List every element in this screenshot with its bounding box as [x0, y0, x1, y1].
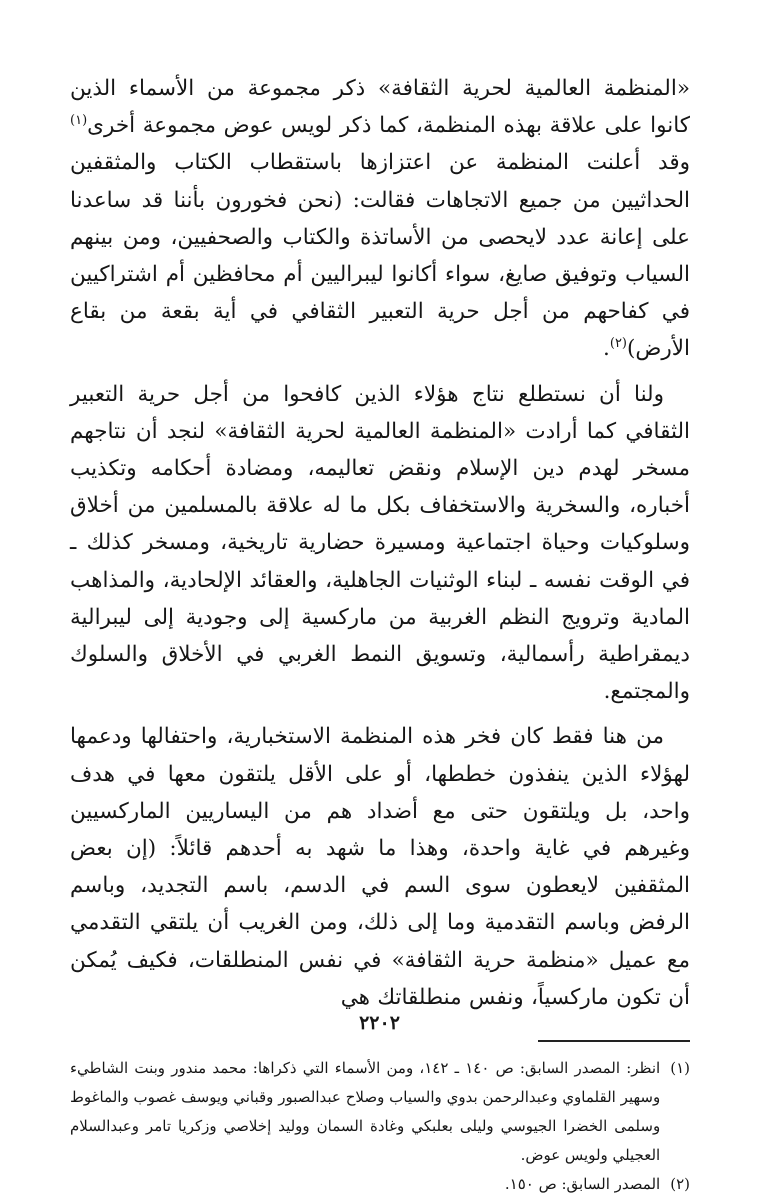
footnote-ref-1[interactable]: (١) — [70, 113, 88, 129]
footnote-divider — [538, 1040, 690, 1042]
paragraph-1-text-start: «المنظمة العالمية لحرية الثقافة» ذكر مجموعة من الأسماء الذين كانوا على علاقة بهذه المنظمة، كما ذكر لويس عوض مجموعة أخرى — [70, 76, 690, 139]
footnotes — [70, 1054, 690, 1199]
footnote-2 — [70, 1170, 690, 1199]
page-number: ٢٢٠٢ — [359, 1012, 400, 1034]
paragraph-1-period: . — [603, 336, 610, 362]
footnote-text: انظر: المصدر السابق: ص ١٤٠ ـ ١٤٢، ومن الأسماء التي ذكراها: محمد مندور وبنت الشاطيء وسهير القلماوي وعبدالرحمن بدوي والسياب وصلاح عبدالصبور وقباني ويوسف غصوب والماغوط وسلمى الخضرا الجيوسي وليلى بعلبكي وغادة السمان ووليد إخلاصي وزكريا تامر وعبدالسلام العجيلي ولويس عوض. — [70, 1059, 661, 1165]
footnote-ref-2[interactable]: (٢) — [609, 336, 627, 352]
paragraph-1-text-end: وقد أعلنت المنظمة عن اعتزازها باستقطاب الكتاب والمثقفين الحداثيين من جميع الاتجاهات فقالت: (نحن فخورون بأننا قد ساعدنا على إعانة عدد لايحصى من الأساتذة والكتاب والصحفيين، ومن بينهم السياب وتوفيق صايغ، سواء أكانوا ليبراليين أم محافظين أم اشتراكيين في كفاحهم من أجل حرية التعبير الثقافي في أية بقعة من بقاع الأرض) — [70, 150, 690, 362]
page-content — [70, 70, 690, 1194]
body-paragraph-3: من هنا فقط كان فخر هذه المنظمة الاستخبارية، واحتفالها ودعمها لهؤلاء الذين ينفذون خططها، أو على الأقل يلتقون معها في هدف واحد، بل ويلتقون حتى مع أضداد هم من اليساريين الماركسيين وغيرهم في غاية واحدة، وهذا ما شهد به أحدهم قائلاً: (إن بعض المثقفين لايعطون سوى السم في الدسم، باسم التجديد، وباسم الرفض وباسم التقدمية وما إلى ذلك، ومن الغريب أن يلتقي التقدمي مع عميل «منظمة حرية الثقافة» في نفس المنطلقات، فكيف يُمكن أن تكون ماركسياً، ونفس منطلقاتك هي — [70, 724, 690, 1010]
footnote-text: المصدر السابق: ص ١٥٠. — [504, 1175, 661, 1194]
body-paragraph-2: ولنا أن نستطلع نتاج هؤلاء الذين كافحوا من أجل حرية التعبير الثقافي كما أرادت «المنظمة العالمية لحرية الثقافة» لنجد أن نتاجهم مسخر لهدم دين الإسلام ونقض تعاليمه، ومضادة أحكامه وتكذيب أخباره، والسخرية والاستخفاف بكل ما له علاقة بالمسلمين من أخلاق وسلوكيات وحياة اجتماعية ومسيرة حضارية تاريخية، ومسخر كذلك ـ في الوقت نفسه ـ لبناء الوثنيات الجاهلية، والعقائد الإلحادية، والمذاهب المادية وترويج النظم الغربية من ماركسية إلى وجودية إلى ليبرالية ديمقراطية رأسمالية، وتسويق النمط الغربي في الأخلاق والسلوك والمجتمع. — [70, 381, 690, 705]
footnote-1 — [70, 1054, 690, 1170]
footnote-number: (٢) — [670, 1175, 690, 1194]
body-paragraph-1 — [70, 70, 690, 368]
footnote-number: (١) — [670, 1059, 690, 1078]
